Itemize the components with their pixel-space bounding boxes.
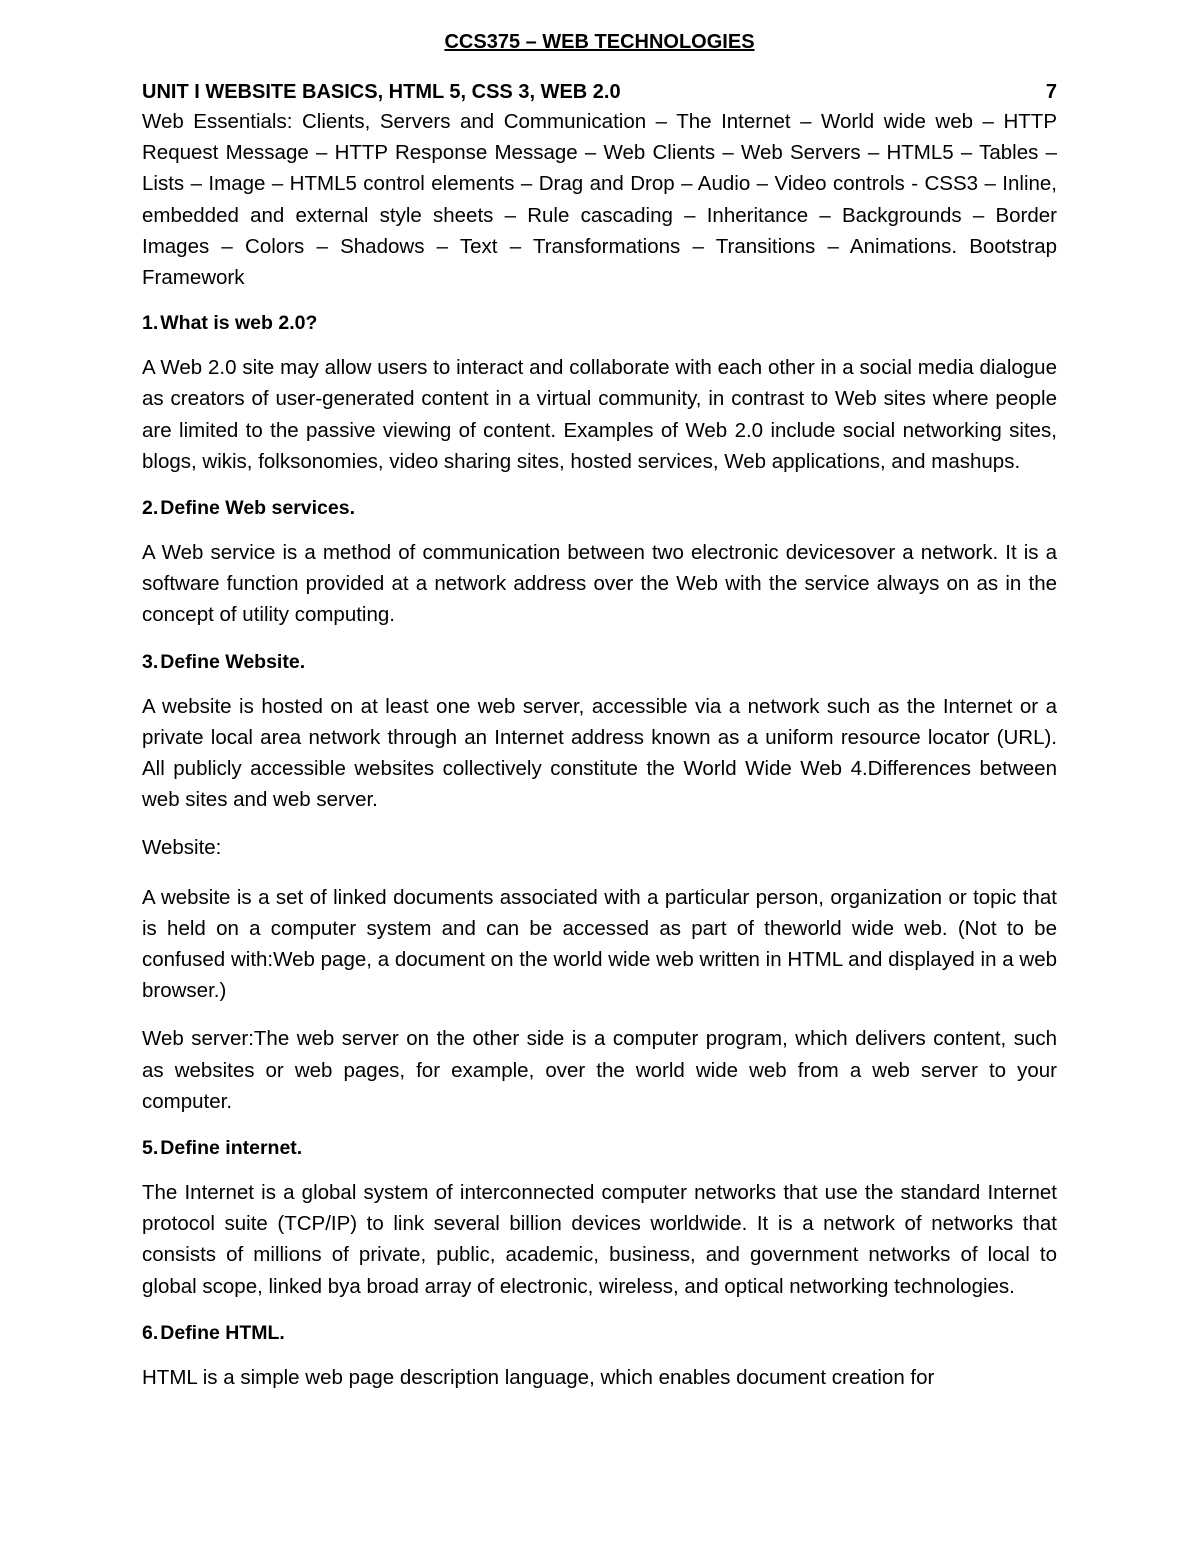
question-title: Define HTML. [160,1321,285,1344]
answer-paragraph-5: The Internet is a global system of interconnected computer networks that use the standard Internet protocol suite (TCP/IP) to link several billion devices worldwide. It is a network of networks that consists of millions of private, public, academic, business, and government networks of local to global scope, linked bya broad array of electronic, wireless, and optical networking technologies. [142,1181,1057,1298]
question-title: Define internet. [160,1137,303,1160]
unit-heading [142,78,1057,106]
question-title: Define Website. [160,650,306,673]
unit-title: UNIT I WEBSITE BASICS, HTML 5, CSS 3, WEB 2.0 [142,81,621,103]
question-heading-3 [142,648,1057,676]
question-number: 2. [142,497,159,520]
question-heading-6 [142,1319,1057,1347]
question-heading-5 [142,1134,1057,1162]
answer-paragraph-3: A website is hosted on at least one web server, accessible via a network such as the Internet or a private local area network through an Internet address known as a uniform resource locator (URL). All publicly accessible websites collectively constitute the World Wide Web 4.Differences between web sites and web server. [142,694,1057,812]
page-content [142,28,1057,1410]
question-heading-2 [142,494,1057,522]
website-definition: A website is a set of linked documents associated with a particular person, organization or topic that is held on a computer system and can be accessed as part of theworld wide web. (Not to be confused with:Web page, a document on the world wide web written in HTML and displayed in a web browser.) [142,885,1057,1003]
question-title: Define Web services. [160,497,355,520]
answer-paragraph-1: A Web 2.0 site may allow users to interact and collaborate with each other in a social media dialogue as creators of user-generated content in a virtual community, in contrast to Web sites where people are limited to the passive viewing of content. Examples of Web 2.0 include social networking sites, blogs, wikis, folksonomies, video sharing sites, hosted services, Web applications, and mashups. [142,356,1057,473]
webserver-definition: Web server:The web server on the other side is a computer program, which delivers content, such as websites or web pages, for example, over the world wide web from a web server to your computer. [142,1027,1057,1113]
answer-paragraph-2: A Web service is a method of communication between two electronic devicesover a network. It is a software function provided at a network address over the Web with the service always on as in the concept of utility computing. [142,541,1057,627]
question-number: 3. [142,650,159,673]
question-number: 1. [142,312,159,335]
unit-syllabus: Web Essentials: Clients, Servers and Communication – The Internet – World wide web – HTTP Request Message – HTTP Response Message – Web Clients – Web Servers – HTML5 – Tables – Lists – Image – HTML5 control elements – Drag and Drop – Audio – Video controls - CSS3 – Inline, embedded and external style sheets – Rule cascading – Inheritance – Backgrounds – Border Images – Colors – Shadows – Text – Transformations – Transitions – Animations. Bootstrap Framework [142,110,1057,290]
website-label: Website: [142,836,222,860]
question-title: What is web 2.0? [160,312,318,335]
question-number: 6. [142,1321,159,1344]
question-heading-1 [142,309,1057,337]
answer-paragraph-6: HTML is a simple web page description language, which enables document creation for [142,1365,935,1389]
question-number: 5. [142,1137,159,1160]
course-title: CCS375 – WEB TECHNOLOGIES [444,31,755,53]
unit-hours: 7 [1045,81,1057,103]
